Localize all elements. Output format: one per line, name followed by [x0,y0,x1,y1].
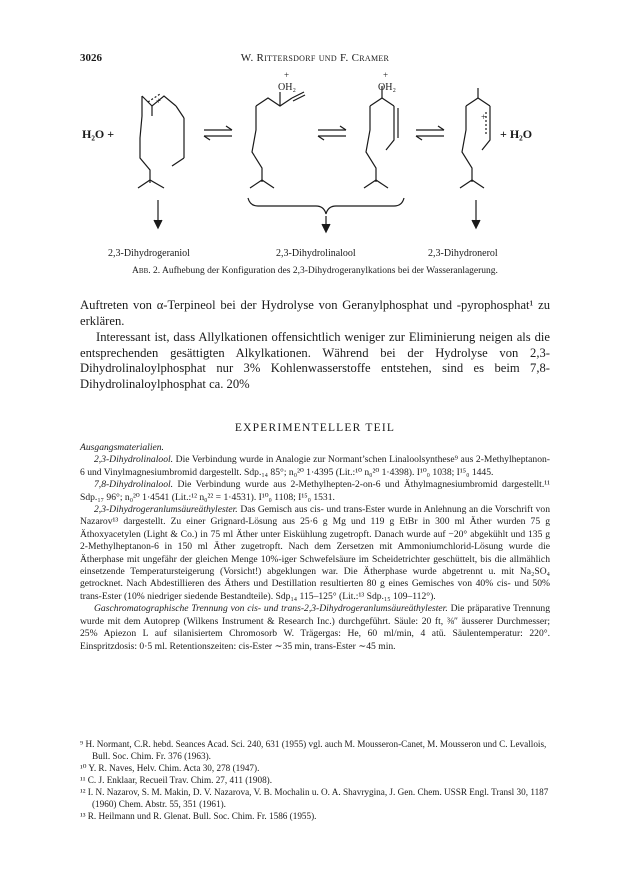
product-arrow-2 [322,216,330,232]
experimental-entry-2 [80,479,550,504]
equilibrium-arrow-1 [204,126,232,140]
product-arrow-3 [472,200,480,228]
page-number: 3026 [80,52,102,64]
oxonium-label-1: OH₂ [278,82,296,93]
product-name-2: 2,3-Dihydrolinalool [276,248,356,259]
footnote-12: ¹² I. N. Nazarov, S. M. Makin, D. V. Nazarova, V. B. Mochalin u. O. A. Shavrygina, J. Gen. Chem. USSR Engl. Transl 30, 1187 (1960) Chem. Abstr. 55, 351 (1961). [80,787,549,809]
oxonium-charge-2: + [383,70,389,80]
experimental-entry-1 [80,454,550,479]
experimental-section [80,442,550,653]
footnote-11: ¹¹ C. J. Enklaar, Recueil Trav. Chim. 27, 411 (1908). [80,775,273,785]
reaction-scheme [80,68,550,264]
entry-2-text: Die Verbindung wurde aus 2-Methylhepten-2-on-6 und Äthylmagnesiumbromid dargestellt.¹¹ Sdp.₁₇ 96°; n₀²⁰ 1·4541 (Lit.:¹² n₀²² = 1·4531). I¹⁰₀ 1108; I¹⁵₀ 1531. [80,479,550,503]
experimental-entry-3 [80,504,550,603]
oxonium-label-2: OH₂ [378,82,396,93]
experimental-entry-4 [80,603,550,653]
figure-caption [110,265,520,277]
middle-bracket [248,198,404,214]
entry-3-text: Das Gemisch aus cis- und trans-Ester wurde in Anlehnung an die Vorschrift von Nazarov¹³ dargestellt. Zu einer Grignard-Lösung aus 25·6 g Mg und 119 g EtBr in 300 ml Äther wurden 75 g Äthoxyacetylen (Light & Co.) in 75 ml Äther unter Eiskühlung zugetropft. Danach wurde auf −20° abgekühlt und 135 g 2-Methylheptanon-6 in 150 ml Äther zugetropft. Nach dem Zersetzen mit Ammoniumchlorid-Lösung wurde die Ätherphase mit ungefähr der gleichen Menge 10%-iger Schwefelsäure im Scheidetrichter geschüttelt, bis die allmählich einsetzende Temperatursteigerung (Vorsicht!) abgeklungen war. Die Ätherphase wurde abgetrennt u. mit Na₂SO₄ getrocknet. Nach Abdestillieren des Äthers und Destillation resultierten 80 g eines Gemisches von 40% cis- und 50% trans-Ester (10% niedriger siedende Bestandteile). Sdp₁₄ 115–125° (Lit.:¹³ Sdp.₁₅ 109–112°). [80,504,550,602]
entry-3-name: 2,3-Dihydrogeranlumsäureäthylester. [94,504,238,516]
footnote-13: ¹³ R. Heilmann und R. Glenat. Bull. Soc. Chim. Fr. 1586 (1955). [80,811,317,821]
entry-4-text: Die präparative Trennung wurde mit dem Autoprep (Wilkens Instrument & Research Inc.) durchgeführt. Säule: 20 ft, ⅜″ äusserer Durchmesser; 25% Apiezon L auf silanisiertem Chromosorb W. Trägergas: He, 60 ml/min, 4 atü. Säulentemperatur: 220°. Einspritzdosis: 0·5 ml. Retentionszeiten: cis-Ester ∼35 min, trans-Ester ∼45 min. [80,603,550,652]
entry-4-name: Gaschromatographische Trennung von cis- und trans-2,3-Dihydrogeranlumsäureäthylester. [94,603,448,615]
oxonium-charge-1: + [284,70,290,80]
molecule-oxonium-nerol [364,86,398,188]
section-subtitle: Ausgangsmaterialien. [80,442,164,453]
molecule-oxonium-linalool [250,92,305,188]
body-paragraph-2 [80,330,550,392]
running-head-authors: W. Rittersdorf und F. Cramer [240,52,390,64]
product-arrow-1 [154,200,162,228]
footnote-9: ⁹ H. Normant, C.R. hebd. Seances Acad. Sci. 240, 631 (1955) vgl. auch M. Mousseron-Canet, M. Mousseron und C. Levallois, Bull. Soc. Chim. Fr. 376 (1963). [80,739,547,761]
molecule-cis-allyl-cation [460,88,490,188]
product-name-3: 2,3-Dihydronerol [428,248,498,259]
equilibrium-arrow-2 [318,126,346,140]
figure-caption-label: Abb. 2. [132,266,161,276]
cation-charge-2: + [481,112,487,122]
product-name-1: 2,3-Dihydrogeraniol [108,248,190,259]
entry-2-name: 7,8-Dihydrolinalool. [94,479,174,491]
section-title: EXPERIMENTELLER TEIL [234,422,396,434]
molecule-allyl-cation [138,94,184,188]
footnote-10: ¹⁰ Y. R. Naves, Helv. Chim. Acta 30, 278 (1947). [80,763,260,773]
entry-1-text: Die Verbindung wurde in Analogie zur Normant’schen Linaloolsynthese⁹ aus 2-Methylheptanon-6 und Vinylmagnesiumbromid dargestellt. Sdp.₁₄ 85°; n₀²⁰ 1·4395 (Lit.:¹⁰ n₀²⁰ 1·4398). I¹⁰₀ 1038; I¹⁵₀ 1445. [80,454,550,478]
cation-charge-1: + [156,96,162,106]
water-product-label: + H₂O [500,127,533,141]
body-paragraph-2-text: Interessant ist, dass Allylkationen offensichtlich weniger zur Eliminierung neigen als die entsprechenden gesättigten Alkylkationen. Während bei der Hydrolyse von 2,3-Dihydrolinaloylphosphat nur 3% Kohlenwasserstoffe entstehen, sind es beim 7,8-Dihydrolinaloylphosphat ca. 20% [80,330,550,391]
equilibrium-arrow-3 [416,126,444,140]
figure-caption-text: Aufhebung der Konfiguration des 2,3-Dihydrogeranylkations bei der Wasseranlagerung. [161,266,498,276]
water-reactant-label: H₂O + [82,127,115,141]
footnotes [80,738,550,822]
body-paragraph-1: Auftreten von α-Terpineol bei der Hydrolyse von Geranylphosphat und -pyrophosphat¹ zu erklären. [80,298,550,328]
entry-1-name: 2,3-Dihydrolinalool. [94,454,174,466]
